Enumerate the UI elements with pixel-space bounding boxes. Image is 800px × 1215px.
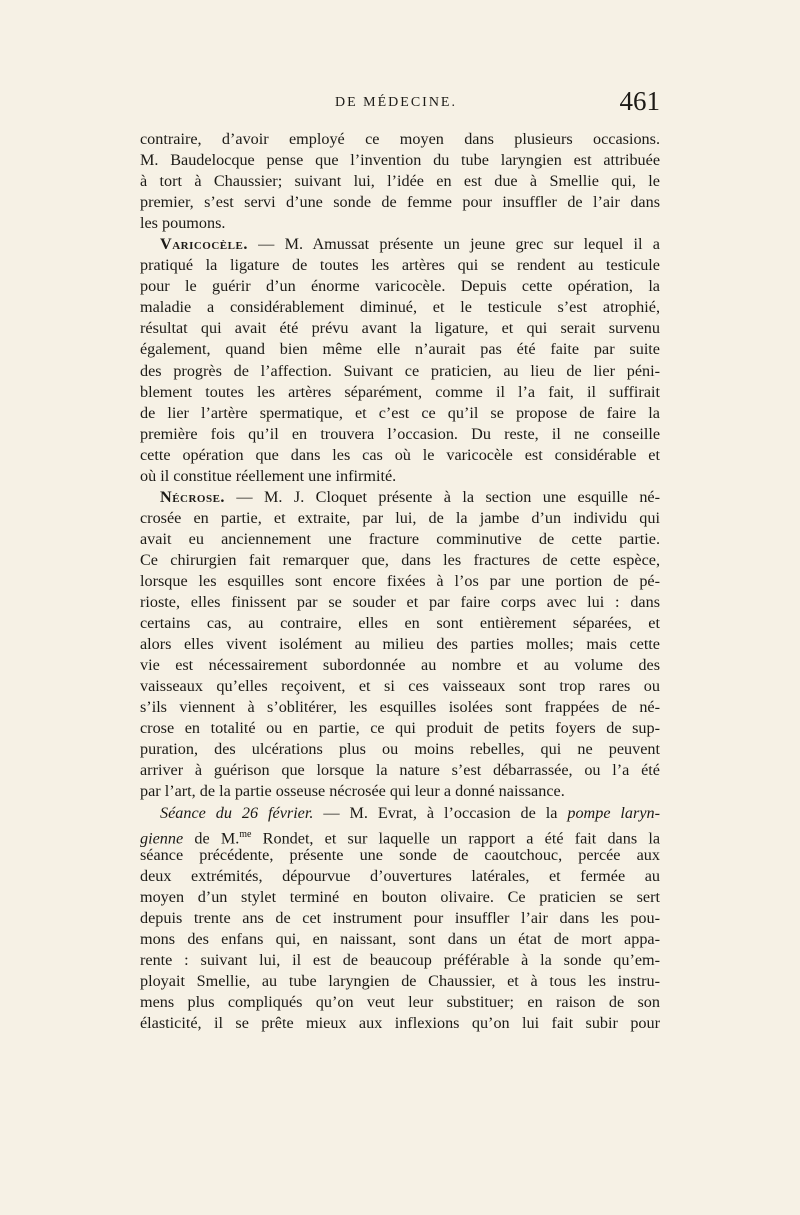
text-line: avait eu anciennement une fracture comminutive de cette partie. — [140, 529, 660, 548]
text-line: deux extrémités, dépourvue d’ouvertures latérales, et fermée au — [140, 866, 660, 885]
text-line: depuis trente ans de cet instrument pour insuffler l’air dans les pou- — [140, 908, 660, 927]
text-line: Varicocèle. — M. Amussat présente un jeune grec sur lequel il a — [160, 235, 660, 254]
text-line: Ce chirurgien fait remarquer que, dans les fractures de cette espèce, — [140, 550, 660, 569]
session-date: Séance du 26 février. — [160, 803, 314, 822]
text-line: Nécrose. — M. J. Cloquet présente à la section une esquille né- — [160, 487, 660, 506]
section-heading: Nécrose. — [160, 487, 225, 506]
text-line: première fois qu’il en trouvera l’occasion. Du reste, il ne conseille — [140, 424, 660, 443]
text-line: maladie a considérablement diminué, et le testicule s’est atrophié, — [140, 298, 660, 317]
text-line: contraire, d’avoir employé ce moyen dans plusieurs occasions. — [140, 130, 660, 148]
text-line: Séance du 26 février. — M. Evrat, à l’occasion de la pompe laryn- — [160, 803, 660, 822]
text-line: pratiqué la ligature de toutes les artères qui se rendent au testicule — [140, 256, 660, 275]
text-line: cette opération que dans les cas où le varicocèle est considérable et — [140, 445, 660, 464]
text-line: s’ils viennent à s’oblitérer, les esquilles isolées sont frappées de né- — [140, 698, 660, 717]
text-line: par l’art, de la partie osseuse nécrosée qui leur a donné naissance. — [140, 782, 565, 801]
text-line: lorsque les esquilles sont encore fixées à l’os par une portion de pé- — [140, 571, 660, 590]
paragraph-varicocele — [140, 234, 660, 487]
paragraph-seance — [140, 803, 660, 1035]
text-line: premier, s’est servi d’une sonde de femme pour insuffler de l’air dans — [140, 193, 660, 212]
text-line: vie est nécessairement subordonnée au nombre et au volume des — [140, 656, 660, 675]
text-line: pour le guérir d’un énorme varicocèle. Depuis cette opération, la — [140, 277, 660, 296]
text-line: les poumons. — [140, 214, 226, 233]
text-line: crose en totalité ou en partie, ce qui produit de petits foyers de sup- — [140, 719, 660, 738]
text-line: résultat qui avait été prévu avant la ligature, et qui serait survenu — [140, 319, 660, 338]
text-line: blement toutes les artères séparément, comme il l’a fait, il suffirait — [140, 382, 660, 401]
text-line: arriver à guérison que lorsque la nature s’est débarrassée, ou l’a été — [140, 761, 660, 780]
text-line: gienne de M.$^{me}$ Rondet, et sur laquelle un rapport a été fait dans la — [140, 828, 661, 847]
text-line: alors elles vivent isolément au milieu des parties molles; mais cette — [140, 635, 660, 654]
text-line: puration, des ulcérations plus ou moins rebelles, qui ne peuvent — [140, 740, 660, 759]
text-line: où il constitue réellement une infirmité. — [140, 466, 397, 485]
text-line: de lier l’artère spermatique, et c’est ce qu’il se propose de faire la — [140, 403, 660, 422]
text-line: M. Baudelocque pense que l’invention du tube laryngien est attribuée — [140, 151, 660, 170]
text-line: vaisseaux qu’elles reçoivent, et si ces vaisseaux sont trop rares ou — [140, 677, 660, 696]
text-line: moyen d’un stylet terminé en bouton olivaire. Ce praticien se sert — [140, 887, 660, 906]
page-number: 461 — [619, 86, 660, 116]
text-line: crosée en partie, et extraite, par lui, de la jambe d’un individu qui — [140, 508, 660, 527]
paragraph-necrose — [140, 487, 660, 803]
paragraph-continuation — [140, 129, 660, 234]
text-line: à tort à Chaussier; suivant lui, l’idée en est due à Smellie qui, le — [140, 172, 660, 191]
running-head — [140, 86, 660, 122]
text-line: mens plus compliqués qu’on veut leur substituer; en raison de son — [140, 992, 660, 1011]
text-line: élasticité, il se prête mieux aux inflexions qu’on lui fait subir pour — [140, 1013, 660, 1032]
text-line: rente : suivant lui, il est de beaucoup préférable à la sonde qu’em- — [140, 950, 660, 969]
text-line: ployait Smellie, au tube laryngien de Chaussier, et à tous les instru- — [140, 971, 660, 990]
running-title: DE MÉDECINE. — [335, 95, 457, 110]
text-line: séance précédente, présente une sonde de caoutchouc, percée aux — [140, 845, 660, 864]
text-line: des progrès de l’affection. Suivant ce praticien, au lieu de lier péni- — [140, 361, 660, 380]
section-heading: Varicocèle. — [160, 235, 248, 254]
text-line: également, quand bien même elle n’aurait pas été faite par suite — [140, 340, 660, 359]
body-text — [140, 129, 660, 1034]
text-line: rioste, elles finissent par se souder et par faire corps avec lui : dans — [140, 593, 660, 612]
text-line: mons des enfans qui, en naissant, sont dans un état de mort appa- — [140, 929, 660, 948]
text-line: certains cas, au contraire, elles en sont entièrement séparées, et — [140, 614, 660, 633]
